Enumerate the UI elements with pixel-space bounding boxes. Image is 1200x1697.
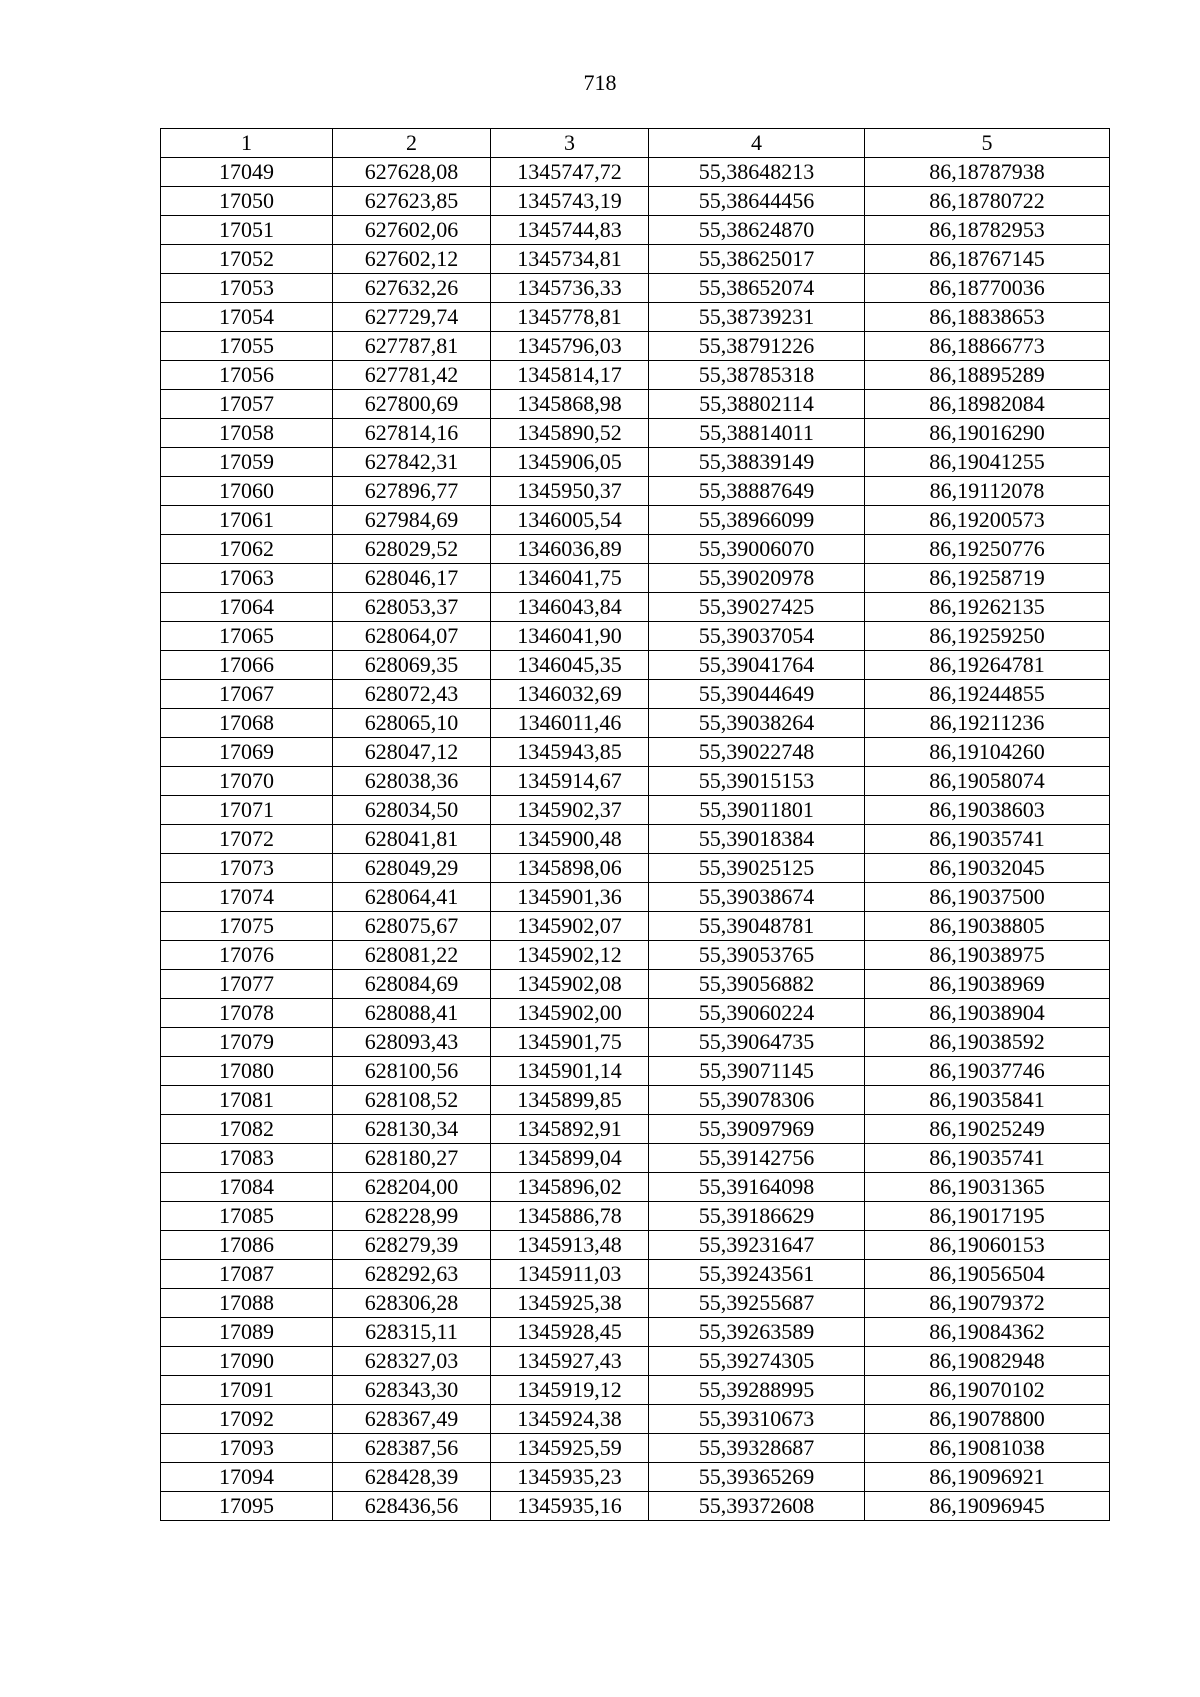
- y-coordinate-cell: 1345913,48: [491, 1231, 649, 1260]
- longitude-cell: 86,18787938: [865, 158, 1110, 187]
- y-coordinate-cell: 1345886,78: [491, 1202, 649, 1231]
- table-row: [161, 593, 1110, 622]
- column-header-1: 1: [161, 129, 333, 158]
- point-number-cell: 17080: [161, 1057, 333, 1086]
- longitude-cell: 86,19038603: [865, 796, 1110, 825]
- y-coordinate-cell: 1345935,16: [491, 1492, 649, 1521]
- x-coordinate-cell: 627896,77: [333, 477, 491, 506]
- table-row: [161, 941, 1110, 970]
- y-coordinate-cell: 1345747,72: [491, 158, 649, 187]
- latitude-cell: 55,39041764: [649, 651, 865, 680]
- latitude-cell: 55,38625017: [649, 245, 865, 274]
- table-row: [161, 825, 1110, 854]
- table-row: [161, 1028, 1110, 1057]
- latitude-cell: 55,39038674: [649, 883, 865, 912]
- x-coordinate-cell: 628046,17: [333, 564, 491, 593]
- x-coordinate-cell: 628065,10: [333, 709, 491, 738]
- x-coordinate-cell: 628204,00: [333, 1173, 491, 1202]
- point-number-cell: 17065: [161, 622, 333, 651]
- point-number-cell: 17085: [161, 1202, 333, 1231]
- table-row: [161, 274, 1110, 303]
- point-number-cell: 17061: [161, 506, 333, 535]
- latitude-cell: 55,39022748: [649, 738, 865, 767]
- table-row: [161, 1202, 1110, 1231]
- point-number-cell: 17078: [161, 999, 333, 1028]
- latitude-cell: 55,39372608: [649, 1492, 865, 1521]
- y-coordinate-cell: 1345899,04: [491, 1144, 649, 1173]
- latitude-cell: 55,39025125: [649, 854, 865, 883]
- point-number-cell: 17064: [161, 593, 333, 622]
- point-number-cell: 17087: [161, 1260, 333, 1289]
- table-row: [161, 1260, 1110, 1289]
- coordinates-table: [160, 128, 1110, 1521]
- point-number-cell: 17059: [161, 448, 333, 477]
- x-coordinate-cell: 628084,69: [333, 970, 491, 999]
- longitude-cell: 86,19035841: [865, 1086, 1110, 1115]
- point-number-cell: 17056: [161, 361, 333, 390]
- latitude-cell: 55,38644456: [649, 187, 865, 216]
- x-coordinate-cell: 628279,39: [333, 1231, 491, 1260]
- y-coordinate-cell: 1345743,19: [491, 187, 649, 216]
- x-coordinate-cell: 628081,22: [333, 941, 491, 970]
- latitude-cell: 55,39328687: [649, 1434, 865, 1463]
- table-row: [161, 1376, 1110, 1405]
- longitude-cell: 86,18770036: [865, 274, 1110, 303]
- longitude-cell: 86,19081038: [865, 1434, 1110, 1463]
- table-row: [161, 158, 1110, 187]
- latitude-cell: 55,38648213: [649, 158, 865, 187]
- table-row: [161, 680, 1110, 709]
- point-number-cell: 17062: [161, 535, 333, 564]
- y-coordinate-cell: 1345901,14: [491, 1057, 649, 1086]
- latitude-cell: 55,39231647: [649, 1231, 865, 1260]
- point-number-cell: 17068: [161, 709, 333, 738]
- y-coordinate-cell: 1345901,75: [491, 1028, 649, 1057]
- latitude-cell: 55,39243561: [649, 1260, 865, 1289]
- point-number-cell: 17058: [161, 419, 333, 448]
- y-coordinate-cell: 1346041,90: [491, 622, 649, 651]
- y-coordinate-cell: 1345924,38: [491, 1405, 649, 1434]
- y-coordinate-cell: 1345900,48: [491, 825, 649, 854]
- x-coordinate-cell: 628049,29: [333, 854, 491, 883]
- longitude-cell: 86,19084362: [865, 1318, 1110, 1347]
- x-coordinate-cell: 627602,12: [333, 245, 491, 274]
- point-number-cell: 17077: [161, 970, 333, 999]
- x-coordinate-cell: 627787,81: [333, 332, 491, 361]
- y-coordinate-cell: 1345868,98: [491, 390, 649, 419]
- x-coordinate-cell: 628315,11: [333, 1318, 491, 1347]
- point-number-cell: 17089: [161, 1318, 333, 1347]
- x-coordinate-cell: 627623,85: [333, 187, 491, 216]
- longitude-cell: 86,19262135: [865, 593, 1110, 622]
- longitude-cell: 86,19016290: [865, 419, 1110, 448]
- longitude-cell: 86,19017195: [865, 1202, 1110, 1231]
- x-coordinate-cell: 628130,34: [333, 1115, 491, 1144]
- longitude-cell: 86,19038904: [865, 999, 1110, 1028]
- point-number-cell: 17093: [161, 1434, 333, 1463]
- longitude-cell: 86,18767145: [865, 245, 1110, 274]
- table-row: [161, 1289, 1110, 1318]
- longitude-cell: 86,19035741: [865, 825, 1110, 854]
- point-number-cell: 17084: [161, 1173, 333, 1202]
- point-number-cell: 17055: [161, 332, 333, 361]
- x-coordinate-cell: 628053,37: [333, 593, 491, 622]
- y-coordinate-cell: 1345902,08: [491, 970, 649, 999]
- table-row: [161, 767, 1110, 796]
- x-coordinate-cell: 628180,27: [333, 1144, 491, 1173]
- point-number-cell: 17052: [161, 245, 333, 274]
- point-number-cell: 17073: [161, 854, 333, 883]
- longitude-cell: 86,19096945: [865, 1492, 1110, 1521]
- longitude-cell: 86,19037746: [865, 1057, 1110, 1086]
- table-row: [161, 1144, 1110, 1173]
- point-number-cell: 17066: [161, 651, 333, 680]
- x-coordinate-cell: 628069,35: [333, 651, 491, 680]
- point-number-cell: 17090: [161, 1347, 333, 1376]
- longitude-cell: 86,19250776: [865, 535, 1110, 564]
- point-number-cell: 17063: [161, 564, 333, 593]
- point-number-cell: 17081: [161, 1086, 333, 1115]
- table-row: [161, 477, 1110, 506]
- table-row: [161, 535, 1110, 564]
- y-coordinate-cell: 1345796,03: [491, 332, 649, 361]
- x-coordinate-cell: 627781,42: [333, 361, 491, 390]
- longitude-cell: 86,19038975: [865, 941, 1110, 970]
- x-coordinate-cell: 627729,74: [333, 303, 491, 332]
- y-coordinate-cell: 1345901,36: [491, 883, 649, 912]
- y-coordinate-cell: 1346005,54: [491, 506, 649, 535]
- longitude-cell: 86,19058074: [865, 767, 1110, 796]
- longitude-cell: 86,19070102: [865, 1376, 1110, 1405]
- table-row: [161, 1173, 1110, 1202]
- x-coordinate-cell: 628072,43: [333, 680, 491, 709]
- longitude-cell: 86,19244855: [865, 680, 1110, 709]
- point-number-cell: 17069: [161, 738, 333, 767]
- longitude-cell: 86,19264781: [865, 651, 1110, 680]
- latitude-cell: 55,39263589: [649, 1318, 865, 1347]
- column-header-5: 5: [865, 129, 1110, 158]
- latitude-cell: 55,39056882: [649, 970, 865, 999]
- longitude-cell: 86,19082948: [865, 1347, 1110, 1376]
- table-row: [161, 622, 1110, 651]
- column-header-4: 4: [649, 129, 865, 158]
- x-coordinate-cell: 628034,50: [333, 796, 491, 825]
- longitude-cell: 86,19112078: [865, 477, 1110, 506]
- y-coordinate-cell: 1345928,45: [491, 1318, 649, 1347]
- longitude-cell: 86,19056504: [865, 1260, 1110, 1289]
- x-coordinate-cell: 628075,67: [333, 912, 491, 941]
- table-row: [161, 1463, 1110, 1492]
- longitude-cell: 86,19035741: [865, 1144, 1110, 1173]
- table-row: [161, 1057, 1110, 1086]
- latitude-cell: 55,39020978: [649, 564, 865, 593]
- longitude-cell: 86,18895289: [865, 361, 1110, 390]
- longitude-cell: 86,19104260: [865, 738, 1110, 767]
- y-coordinate-cell: 1346043,84: [491, 593, 649, 622]
- x-coordinate-cell: 628100,56: [333, 1057, 491, 1086]
- latitude-cell: 55,39048781: [649, 912, 865, 941]
- table-row: [161, 1231, 1110, 1260]
- table-row: [161, 564, 1110, 593]
- table-row: [161, 999, 1110, 1028]
- y-coordinate-cell: 1345896,02: [491, 1173, 649, 1202]
- y-coordinate-cell: 1345890,52: [491, 419, 649, 448]
- point-number-cell: 17053: [161, 274, 333, 303]
- y-coordinate-cell: 1345736,33: [491, 274, 649, 303]
- y-coordinate-cell: 1345734,81: [491, 245, 649, 274]
- table-row: [161, 651, 1110, 680]
- latitude-cell: 55,38739231: [649, 303, 865, 332]
- table-row: [161, 912, 1110, 941]
- point-number-cell: 17074: [161, 883, 333, 912]
- table-row: [161, 883, 1110, 912]
- latitude-cell: 55,39006070: [649, 535, 865, 564]
- x-coordinate-cell: 628093,43: [333, 1028, 491, 1057]
- table-row: [161, 738, 1110, 767]
- y-coordinate-cell: 1345925,59: [491, 1434, 649, 1463]
- point-number-cell: 17091: [161, 1376, 333, 1405]
- table-row: [161, 970, 1110, 999]
- table-row: [161, 1347, 1110, 1376]
- longitude-cell: 86,19031365: [865, 1173, 1110, 1202]
- x-coordinate-cell: 628041,81: [333, 825, 491, 854]
- latitude-cell: 55,38802114: [649, 390, 865, 419]
- x-coordinate-cell: 628047,12: [333, 738, 491, 767]
- longitude-cell: 86,18866773: [865, 332, 1110, 361]
- table-row: [161, 1492, 1110, 1521]
- page-number: 718: [583, 70, 617, 95]
- longitude-cell: 86,19078800: [865, 1405, 1110, 1434]
- point-number-cell: 17082: [161, 1115, 333, 1144]
- longitude-cell: 86,18782953: [865, 216, 1110, 245]
- y-coordinate-cell: 1345902,37: [491, 796, 649, 825]
- y-coordinate-cell: 1346011,46: [491, 709, 649, 738]
- point-number-cell: 17092: [161, 1405, 333, 1434]
- point-number-cell: 17057: [161, 390, 333, 419]
- latitude-cell: 55,38652074: [649, 274, 865, 303]
- y-coordinate-cell: 1345814,17: [491, 361, 649, 390]
- x-coordinate-cell: 627800,69: [333, 390, 491, 419]
- table-row: [161, 506, 1110, 535]
- x-coordinate-cell: 628228,99: [333, 1202, 491, 1231]
- table-row: [161, 390, 1110, 419]
- longitude-cell: 86,19037500: [865, 883, 1110, 912]
- longitude-cell: 86,19025249: [865, 1115, 1110, 1144]
- table-row: [161, 796, 1110, 825]
- latitude-cell: 55,38966099: [649, 506, 865, 535]
- latitude-cell: 55,39037054: [649, 622, 865, 651]
- y-coordinate-cell: 1345943,85: [491, 738, 649, 767]
- x-coordinate-cell: 628038,36: [333, 767, 491, 796]
- table-row: [161, 1434, 1110, 1463]
- latitude-cell: 55,39078306: [649, 1086, 865, 1115]
- latitude-cell: 55,39018384: [649, 825, 865, 854]
- y-coordinate-cell: 1345925,38: [491, 1289, 649, 1318]
- x-coordinate-cell: 628064,07: [333, 622, 491, 651]
- x-coordinate-cell: 627842,31: [333, 448, 491, 477]
- latitude-cell: 55,39015153: [649, 767, 865, 796]
- y-coordinate-cell: 1345950,37: [491, 477, 649, 506]
- point-number-cell: 17067: [161, 680, 333, 709]
- y-coordinate-cell: 1345744,83: [491, 216, 649, 245]
- latitude-cell: 55,39274305: [649, 1347, 865, 1376]
- table-row: [161, 245, 1110, 274]
- latitude-cell: 55,38887649: [649, 477, 865, 506]
- table-row: [161, 448, 1110, 477]
- latitude-cell: 55,39071145: [649, 1057, 865, 1086]
- point-number-cell: 17076: [161, 941, 333, 970]
- point-number-cell: 17094: [161, 1463, 333, 1492]
- y-coordinate-cell: 1345914,67: [491, 767, 649, 796]
- latitude-cell: 55,39164098: [649, 1173, 865, 1202]
- latitude-cell: 55,39027425: [649, 593, 865, 622]
- latitude-cell: 55,39365269: [649, 1463, 865, 1492]
- y-coordinate-cell: 1345778,81: [491, 303, 649, 332]
- y-coordinate-cell: 1345902,00: [491, 999, 649, 1028]
- x-coordinate-cell: 628029,52: [333, 535, 491, 564]
- table-row: [161, 332, 1110, 361]
- longitude-cell: 86,18780722: [865, 187, 1110, 216]
- longitude-cell: 86,19038969: [865, 970, 1110, 999]
- x-coordinate-cell: 628306,28: [333, 1289, 491, 1318]
- x-coordinate-cell: 628367,49: [333, 1405, 491, 1434]
- x-coordinate-cell: 628428,39: [333, 1463, 491, 1492]
- point-number-cell: 17086: [161, 1231, 333, 1260]
- latitude-cell: 55,38791226: [649, 332, 865, 361]
- table-row: [161, 1405, 1110, 1434]
- x-coordinate-cell: 628436,56: [333, 1492, 491, 1521]
- table-row: [161, 361, 1110, 390]
- x-coordinate-cell: 628088,41: [333, 999, 491, 1028]
- x-coordinate-cell: 627814,16: [333, 419, 491, 448]
- y-coordinate-cell: 1345902,07: [491, 912, 649, 941]
- longitude-cell: 86,19211236: [865, 709, 1110, 738]
- x-coordinate-cell: 627602,06: [333, 216, 491, 245]
- latitude-cell: 55,39255687: [649, 1289, 865, 1318]
- longitude-cell: 86,19032045: [865, 854, 1110, 883]
- table-body: [161, 158, 1110, 1521]
- latitude-cell: 55,39060224: [649, 999, 865, 1028]
- longitude-cell: 86,19041255: [865, 448, 1110, 477]
- x-coordinate-cell: 628292,63: [333, 1260, 491, 1289]
- y-coordinate-cell: 1345899,85: [491, 1086, 649, 1115]
- longitude-cell: 86,18838653: [865, 303, 1110, 332]
- table-row: [161, 216, 1110, 245]
- latitude-cell: 55,39186629: [649, 1202, 865, 1231]
- y-coordinate-cell: 1345927,43: [491, 1347, 649, 1376]
- column-header-2: 2: [333, 129, 491, 158]
- y-coordinate-cell: 1345898,06: [491, 854, 649, 883]
- longitude-cell: 86,19200573: [865, 506, 1110, 535]
- x-coordinate-cell: 628327,03: [333, 1347, 491, 1376]
- table-row: [161, 187, 1110, 216]
- latitude-cell: 55,39044649: [649, 680, 865, 709]
- longitude-cell: 86,19096921: [865, 1463, 1110, 1492]
- y-coordinate-cell: 1346036,89: [491, 535, 649, 564]
- point-number-cell: 17051: [161, 216, 333, 245]
- point-number-cell: 17075: [161, 912, 333, 941]
- x-coordinate-cell: 627628,08: [333, 158, 491, 187]
- point-number-cell: 17083: [161, 1144, 333, 1173]
- point-number-cell: 17095: [161, 1492, 333, 1521]
- table-header: [161, 129, 1110, 158]
- point-number-cell: 17088: [161, 1289, 333, 1318]
- latitude-cell: 55,38839149: [649, 448, 865, 477]
- point-number-cell: 17071: [161, 796, 333, 825]
- point-number-cell: 17070: [161, 767, 333, 796]
- table-row: [161, 303, 1110, 332]
- latitude-cell: 55,39310673: [649, 1405, 865, 1434]
- longitude-cell: 86,19060153: [865, 1231, 1110, 1260]
- longitude-cell: 86,19038805: [865, 912, 1110, 941]
- column-header-3: 3: [491, 129, 649, 158]
- x-coordinate-cell: 628064,41: [333, 883, 491, 912]
- header-row: [161, 129, 1110, 158]
- table-row: [161, 1115, 1110, 1144]
- latitude-cell: 55,38785318: [649, 361, 865, 390]
- point-number-cell: 17050: [161, 187, 333, 216]
- latitude-cell: 55,39038264: [649, 709, 865, 738]
- table-row: [161, 1086, 1110, 1115]
- table-row: [161, 1318, 1110, 1347]
- x-coordinate-cell: 628108,52: [333, 1086, 491, 1115]
- point-number-cell: 17054: [161, 303, 333, 332]
- latitude-cell: 55,38624870: [649, 216, 865, 245]
- x-coordinate-cell: 627984,69: [333, 506, 491, 535]
- longitude-cell: 86,18982084: [865, 390, 1110, 419]
- y-coordinate-cell: 1345906,05: [491, 448, 649, 477]
- y-coordinate-cell: 1345892,91: [491, 1115, 649, 1144]
- y-coordinate-cell: 1345911,03: [491, 1260, 649, 1289]
- latitude-cell: 55,39064735: [649, 1028, 865, 1057]
- longitude-cell: 86,19079372: [865, 1289, 1110, 1318]
- y-coordinate-cell: 1346045,35: [491, 651, 649, 680]
- longitude-cell: 86,19259250: [865, 622, 1110, 651]
- x-coordinate-cell: 628343,30: [333, 1376, 491, 1405]
- latitude-cell: 55,39142756: [649, 1144, 865, 1173]
- y-coordinate-cell: 1346032,69: [491, 680, 649, 709]
- latitude-cell: 55,39053765: [649, 941, 865, 970]
- table-row: [161, 709, 1110, 738]
- table-row: [161, 419, 1110, 448]
- longitude-cell: 86,19038592: [865, 1028, 1110, 1057]
- x-coordinate-cell: 627632,26: [333, 274, 491, 303]
- point-number-cell: 17072: [161, 825, 333, 854]
- y-coordinate-cell: 1346041,75: [491, 564, 649, 593]
- y-coordinate-cell: 1345902,12: [491, 941, 649, 970]
- latitude-cell: 55,39097969: [649, 1115, 865, 1144]
- longitude-cell: 86,19258719: [865, 564, 1110, 593]
- latitude-cell: 55,39288995: [649, 1376, 865, 1405]
- latitude-cell: 55,39011801: [649, 796, 865, 825]
- table-row: [161, 854, 1110, 883]
- y-coordinate-cell: 1345919,12: [491, 1376, 649, 1405]
- point-number-cell: 17079: [161, 1028, 333, 1057]
- latitude-cell: 55,38814011: [649, 419, 865, 448]
- point-number-cell: 17049: [161, 158, 333, 187]
- y-coordinate-cell: 1345935,23: [491, 1463, 649, 1492]
- point-number-cell: 17060: [161, 477, 333, 506]
- x-coordinate-cell: 628387,56: [333, 1434, 491, 1463]
